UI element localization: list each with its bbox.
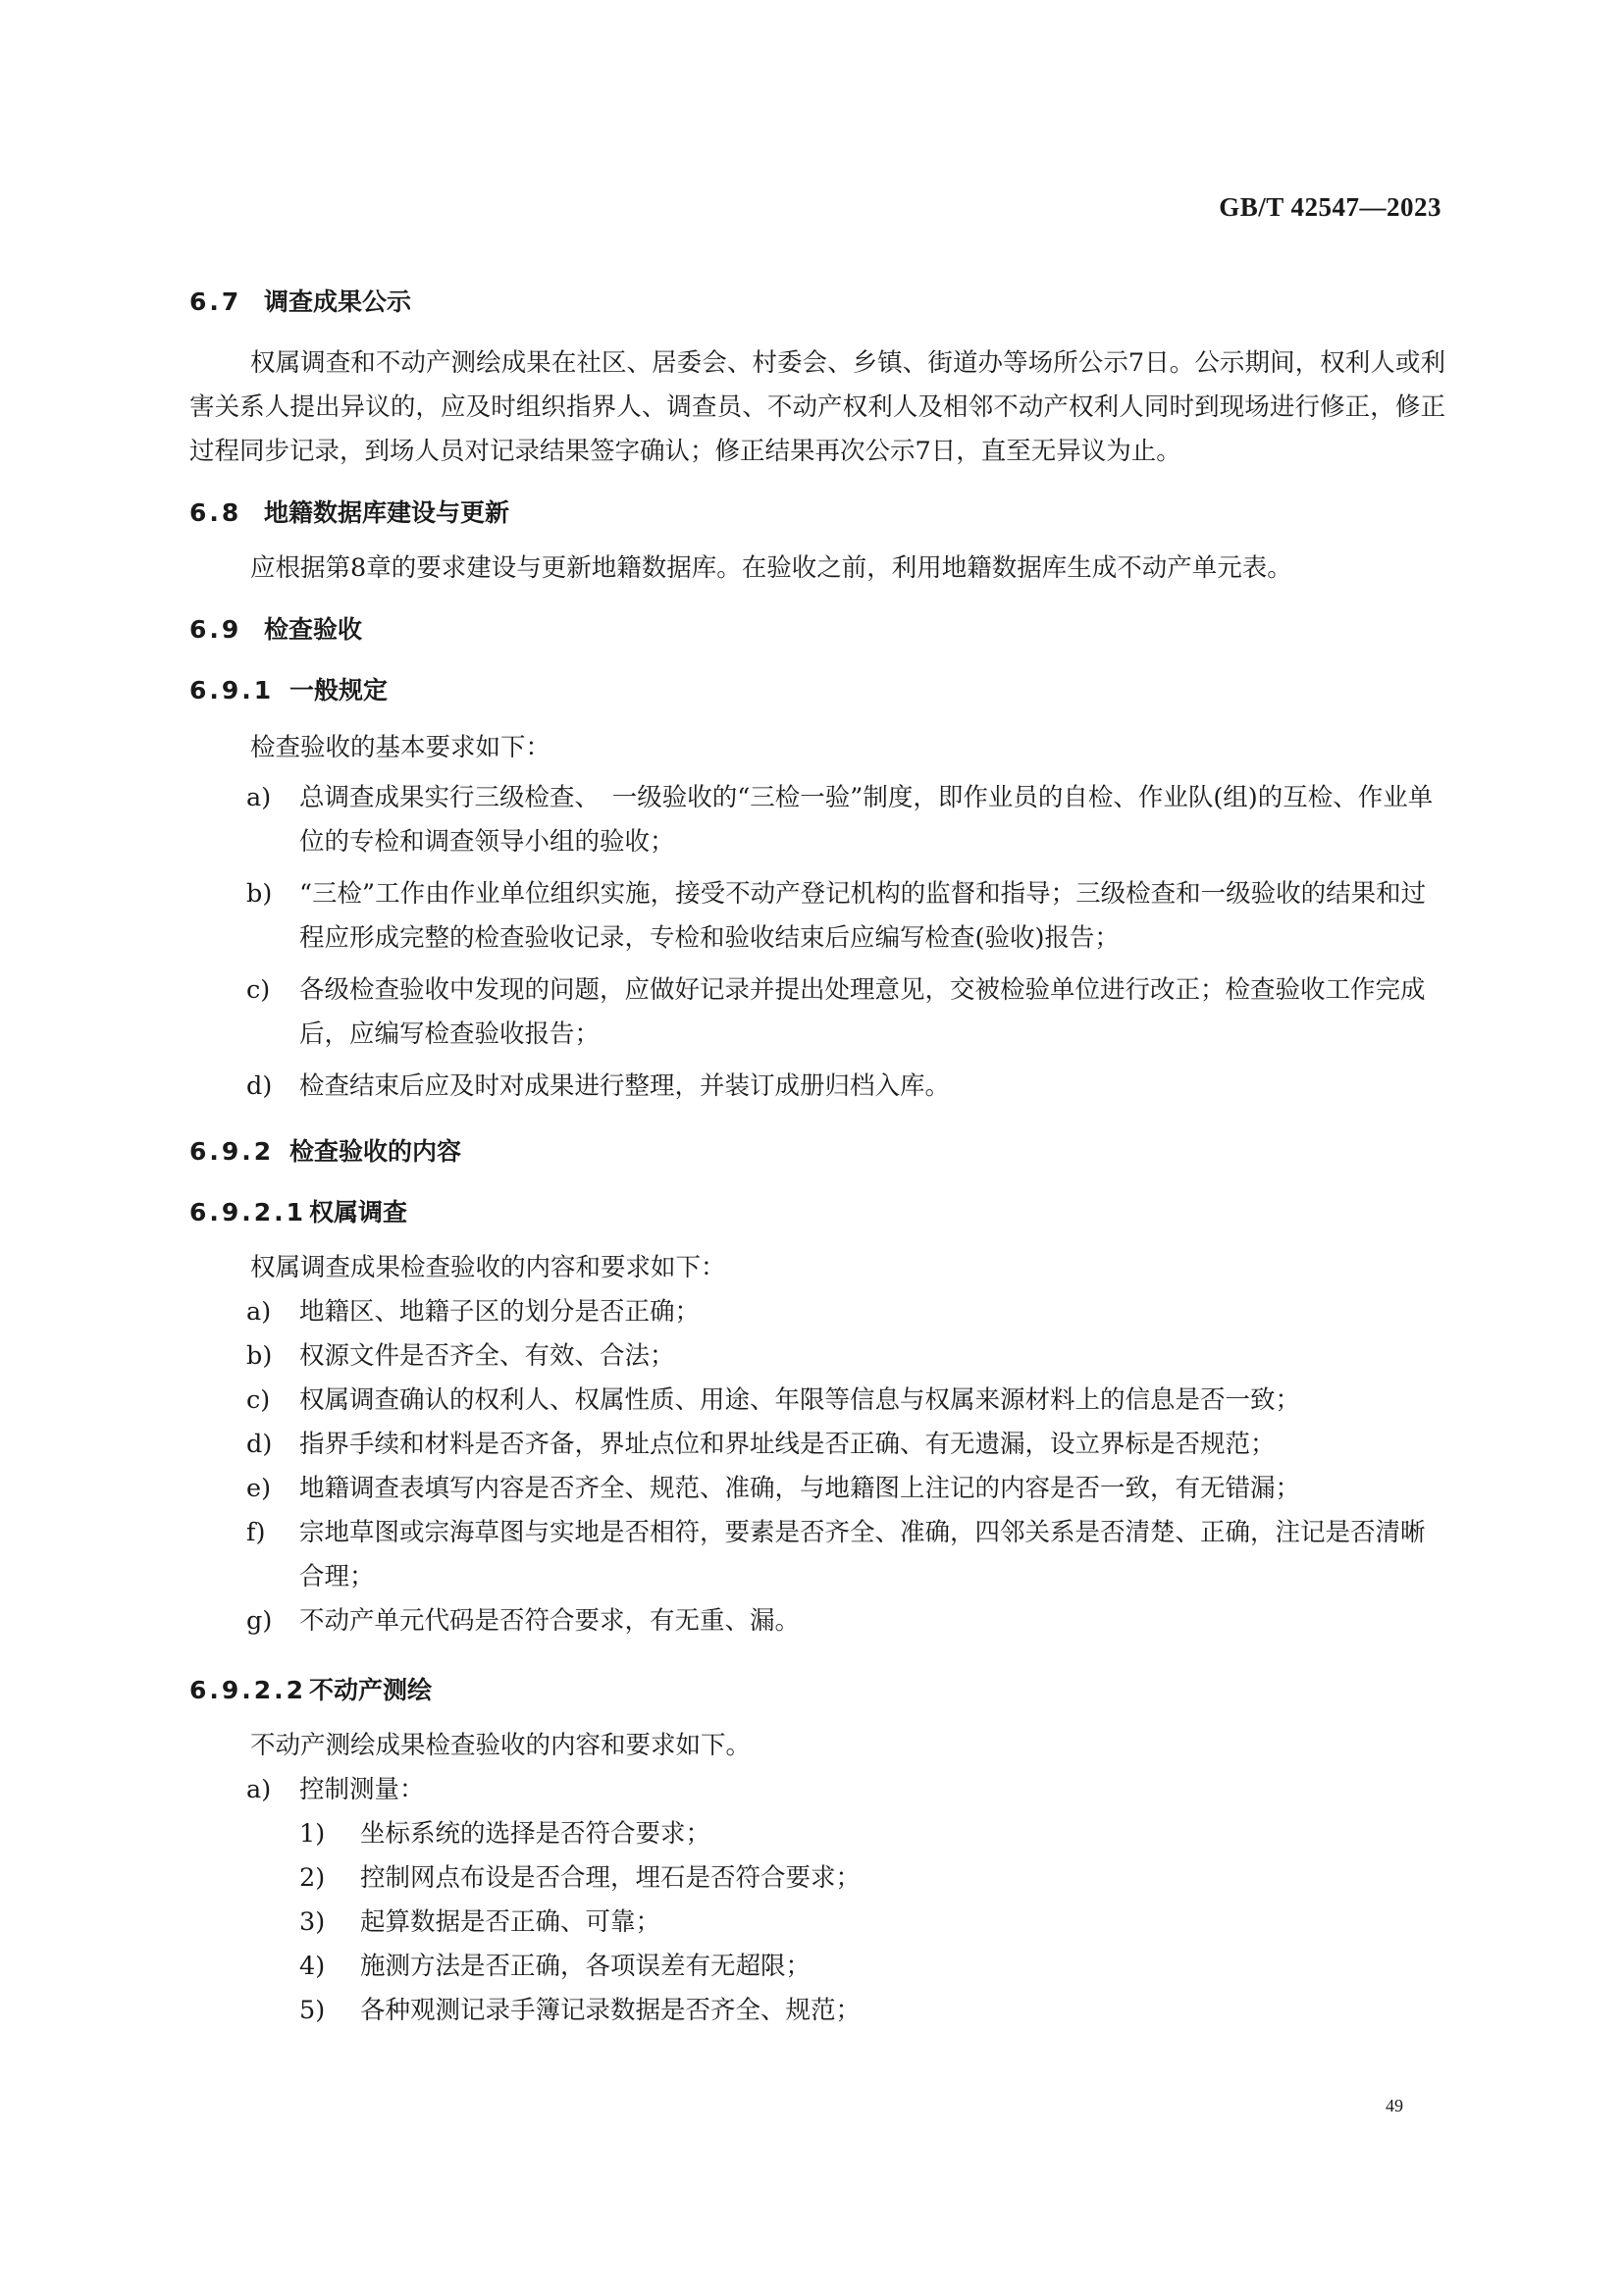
list-item	[246, 776, 1445, 864]
paragraph: 应根据第8章的要求建设与更新地籍数据库。在验收之前，利用地籍数据库生成不动产单元表。	[250, 553, 1292, 583]
section-number: 6.9.2.1	[189, 1198, 307, 1226]
sub-list-item	[299, 1812, 1445, 1856]
section-number: 6.9.2	[189, 1137, 275, 1166]
list-text: 总调查成果实行三级检查、 一级验收的“三检一验”制度，即作业员的自检、作业队(组)的互检、作业单位的专检和调查领导小组的验收；	[299, 783, 1434, 857]
list-marker: d)	[246, 1430, 273, 1459]
list-item	[246, 872, 1445, 961]
list-text: 各级检查验收中发现的问题，应做好记录并提出处理意见，交被检验单位进行改正；检查验收工作完成后，应编写检查验收报告；	[299, 975, 1426, 1049]
list-marker: d)	[246, 1071, 273, 1101]
list-text: 不动产单元代码是否符合要求，有无重、漏。	[299, 1606, 801, 1636]
list-item	[246, 1599, 1445, 1643]
section-title: 一般规定	[289, 676, 389, 704]
list-marker: g)	[246, 1606, 273, 1636]
section-title: 调查成果公示	[264, 287, 412, 316]
list-marker: 2)	[299, 1863, 326, 1893]
list-item	[246, 1511, 1445, 1599]
list-item	[246, 1065, 1445, 1109]
list-item	[246, 1768, 1445, 1812]
list-text: 控制网点布设是否合理，埋石是否符合要求；	[360, 1863, 862, 1893]
list	[189, 776, 1445, 1109]
list-text: 施测方法是否正确，各项误差有无超限；	[360, 1952, 812, 1981]
section-title: 权属调查	[309, 1198, 408, 1226]
list-marker: c)	[246, 1385, 271, 1415]
page-content	[189, 285, 1445, 2033]
list-marker: f)	[246, 1518, 266, 1547]
list-marker: c)	[246, 975, 271, 1005]
list-marker: 3)	[299, 1907, 326, 1937]
section-number: 6.7	[189, 287, 242, 316]
list-text: 权属调查确认的权利人、权属性质、用途、年限等信息与权属来源材料上的信息是否一致；	[299, 1385, 1301, 1415]
list-text: 地籍调查表填写内容是否齐全、规范、准确，与地籍图上注记的内容是否一致，有无错漏；	[299, 1474, 1301, 1503]
list-item	[246, 1423, 1445, 1467]
section-heading-6-8	[189, 496, 1445, 531]
sub-list-item	[299, 1989, 1445, 2033]
section-heading-6-9-1	[189, 673, 1445, 708]
list-text: 指界手续和材料是否齐备，界址点位和界址线是否正确、有无遗漏，设立界标是否规范；	[299, 1430, 1276, 1459]
list-marker: a)	[246, 1775, 272, 1804]
list-text: 检查结束后应及时对成果进行整理，并装订成册归档入库。	[299, 1071, 951, 1101]
section-title: 检查验收的内容	[289, 1137, 462, 1166]
section-title: 检查验收	[264, 615, 363, 644]
list-item	[246, 1290, 1445, 1334]
sub-list-item	[299, 1856, 1445, 1901]
list	[189, 1290, 1445, 1643]
list-text: 控制测量：	[299, 1775, 425, 1804]
list-item	[246, 968, 1445, 1057]
paragraph-intro: 权属调查成果检查验收的内容和要求如下：	[250, 1253, 726, 1282]
list-marker: b)	[246, 879, 273, 909]
list-marker: a)	[246, 783, 272, 812]
list	[189, 1768, 1445, 2033]
list-item	[246, 1467, 1445, 1511]
list-text: 权源文件是否齐全、有效、合法；	[299, 1341, 675, 1371]
paragraph-intro: 不动产测绘成果检查验收的内容和要求如下。	[250, 1731, 752, 1760]
list-text: 起算数据是否正确、可靠；	[360, 1907, 661, 1937]
section-heading-6-9	[189, 612, 1445, 648]
sub-list-item	[299, 1945, 1445, 1989]
section-heading-6-9-2-1	[189, 1195, 1445, 1230]
section-heading-6-7	[189, 285, 1445, 320]
list-text: 地籍区、地籍子区的划分是否正确；	[299, 1297, 701, 1327]
list-text: 坐标系统的选择是否符合要求；	[360, 1819, 711, 1849]
section-heading-6-9-2-2	[189, 1673, 1445, 1708]
list-text: 宗地草图或宗海草图与实地是否相符，要素是否齐全、准确，四邻关系是否清楚、正确，注记是否清晰合理；	[299, 1518, 1426, 1591]
list-marker: b)	[246, 1341, 273, 1371]
paragraph: 权属调查和不动产测绘成果在社区、居委会、村委会、乡镇、街道办等场所公示7日。公示期间，权利人或利害关系人提出异议的，应及时组织指界人、调查员、不动产权利人及相邻不动产权利人同时到现场进行修正，修正过程同步记录，到场人员对记录结果签字确认；修正结果再次公示7日，直至无异议为止。	[189, 348, 1445, 466]
section-number: 6.9.1	[189, 676, 275, 704]
list-marker: e)	[246, 1474, 272, 1503]
section-number: 6.8	[189, 498, 242, 527]
section-title: 不动产测绘	[309, 1676, 433, 1704]
document-id: GB/T 42547—2023	[1219, 192, 1441, 222]
list-marker: 4)	[299, 1952, 326, 1981]
list-marker: 1)	[299, 1819, 326, 1849]
list-item	[246, 1334, 1445, 1379]
section-heading-6-9-2	[189, 1134, 1445, 1170]
sub-list-item	[299, 1901, 1445, 1945]
section-number: 6.9	[189, 615, 242, 644]
list-text: 各种观测记录手簿记录数据是否齐全、规范；	[360, 1996, 862, 2025]
list-item	[246, 1379, 1445, 1423]
list-marker: a)	[246, 1297, 272, 1327]
section-number: 6.9.2.2	[189, 1676, 307, 1704]
page-number: 49	[1386, 2096, 1403, 2115]
paragraph-intro: 检查验收的基本要求如下：	[250, 733, 551, 762]
section-title: 地籍数据库建设与更新	[264, 498, 510, 527]
list-text: “三检”工作由作业单位组织实施，接受不动产登记机构的监督和指导；三级检查和一级验收的结果和过程应形成完整的检查验收记录，专检和验收结束后应编写检查(验收)报告；	[299, 879, 1427, 953]
list-marker: 5)	[299, 1996, 326, 2025]
